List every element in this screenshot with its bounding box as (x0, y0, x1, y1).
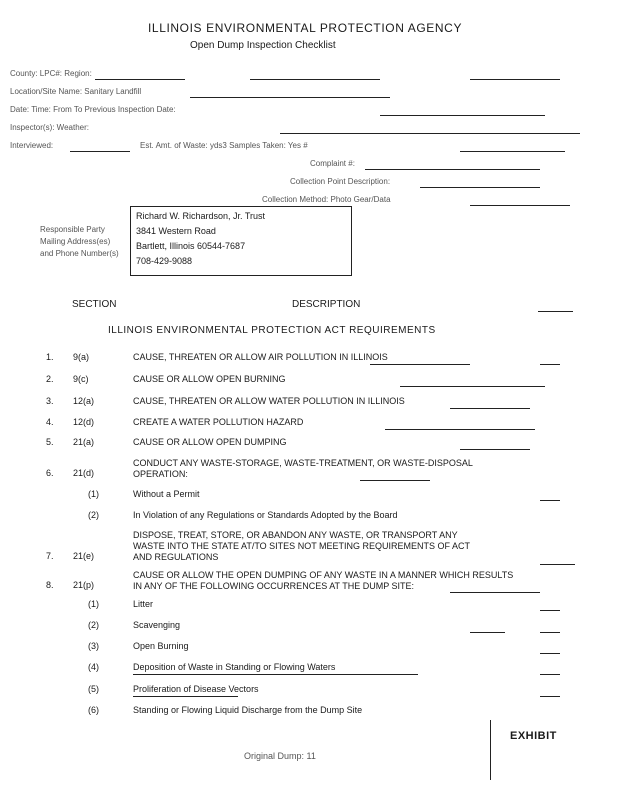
row-description: CAUSE OR ALLOW OPEN BURNING (133, 374, 286, 384)
row-description: CAUSE OR ALLOW THE OPEN DUMPING OF ANY WASTE IN A MANNER WHICH RESULTS (133, 570, 514, 580)
row-section: 21(d) (73, 468, 95, 478)
party-label-2: Mailing Address(es) (40, 237, 111, 246)
info-line-date: Date: Time: From To Previous Inspection Date: (10, 105, 176, 114)
row-section: 21(e) (73, 551, 95, 561)
row-number: 2. (46, 374, 54, 384)
row-description: AND REGULATIONS (133, 552, 219, 562)
row-description: In Violation of any Regulations or Standards Adopted by the Board (133, 510, 398, 520)
row-section: (5) (88, 684, 99, 694)
party-phone: 708-429-9088 (136, 256, 193, 266)
page-subtitle: Open Dump Inspection Checklist (190, 40, 336, 51)
row-description: Without a Permit (133, 489, 200, 499)
row-description: CAUSE, THREATEN OR ALLOW AIR POLLUTION IN ILLINOIS (133, 352, 388, 362)
row-section: (3) (88, 641, 99, 651)
row-number: 4. (46, 417, 54, 427)
party-label-3: and Phone Number(s) (40, 249, 119, 258)
page-footer: Original Dump: 11 (244, 751, 316, 761)
info-line-complaint: Complaint #: (310, 159, 355, 168)
row-number: 3. (46, 396, 54, 406)
row-section: (2) (88, 620, 99, 630)
requirements-title: ILLINOIS ENVIRONMENTAL PROTECTION ACT REQUIREMENTS (108, 325, 436, 336)
info-line-interviewed: Interviewed: (10, 141, 54, 150)
info-line-collection-point: Collection Point Description: (290, 177, 391, 186)
info-line-inspectors: Inspector(s): Weather: (10, 123, 89, 132)
row-section: 21(p) (73, 580, 95, 590)
description-header: DESCRIPTION (292, 299, 361, 310)
row-section: 9(a) (73, 352, 90, 362)
info-line-collection-method: Collection Method: Photo Gear/Data (262, 195, 391, 204)
row-description: Standing or Flowing Liquid Discharge from the Dump Site (133, 705, 363, 715)
row-number: 8. (46, 580, 54, 590)
info-line-location: Location/Site Name: Sanitary Landfill (10, 87, 142, 96)
party-name: Richard W. Richardson, Jr. Trust (136, 211, 266, 221)
row-section: (6) (88, 705, 99, 715)
row-description: CONDUCT ANY WASTE-STORAGE, WASTE-TREATMENT, OR WASTE-DISPOSAL (133, 458, 473, 468)
row-number: 5. (46, 437, 54, 447)
row-number: 1. (46, 352, 54, 362)
row-section: 21(a) (73, 437, 95, 447)
row-description: WASTE INTO THE STATE AT/TO SITES NOT MEETING REQUIREMENTS OF ACT (133, 541, 471, 551)
row-description: CAUSE OR ALLOW OPEN DUMPING (133, 437, 287, 447)
row-number: 6. (46, 468, 54, 478)
exhibit-stamp: EXHIBIT (510, 730, 557, 742)
info-line-county: County: LPC#: Region: (10, 69, 92, 78)
party-label-1: Responsible Party (40, 225, 105, 234)
row-section: (1) (88, 599, 99, 609)
party-city: Bartlett, Illinois 60544-7687 (136, 241, 246, 251)
row-section: 12(d) (73, 417, 95, 427)
row-description: Scavenging (133, 620, 181, 630)
row-description: Litter (133, 599, 154, 609)
row-section: (2) (88, 510, 99, 520)
row-section: 12(a) (73, 396, 95, 406)
page-title: ILLINOIS ENVIRONMENTAL PROTECTION AGENCY (148, 21, 463, 35)
row-section: (4) (88, 662, 99, 672)
row-description: DISPOSE, TREAT, STORE, OR ABANDON ANY WASTE, OR TRANSPORT ANY (133, 530, 458, 540)
row-description: Deposition of Waste in Standing or Flowing Waters (133, 662, 336, 672)
row-section: 9(c) (73, 374, 89, 384)
party-street: 3841 Western Road (136, 226, 216, 236)
row-number: 7. (46, 551, 54, 561)
row-description: CAUSE, THREATEN OR ALLOW WATER POLLUTION IN ILLINOIS (133, 396, 405, 406)
section-header: SECTION (72, 299, 117, 310)
row-description: IN ANY OF THE FOLLOWING OCCURRENCES AT THE DUMP SITE: (133, 581, 415, 591)
row-description: Open Burning (133, 641, 189, 651)
row-description: OPERATION: (133, 469, 188, 479)
row-description: CREATE A WATER POLLUTION HAZARD (133, 417, 304, 427)
row-description: Proliferation of Disease Vectors (133, 684, 259, 694)
row-section: (1) (88, 489, 99, 499)
info-line-waste: Est. Amt. of Waste: yds3 Samples Taken: Yes # (140, 141, 308, 150)
